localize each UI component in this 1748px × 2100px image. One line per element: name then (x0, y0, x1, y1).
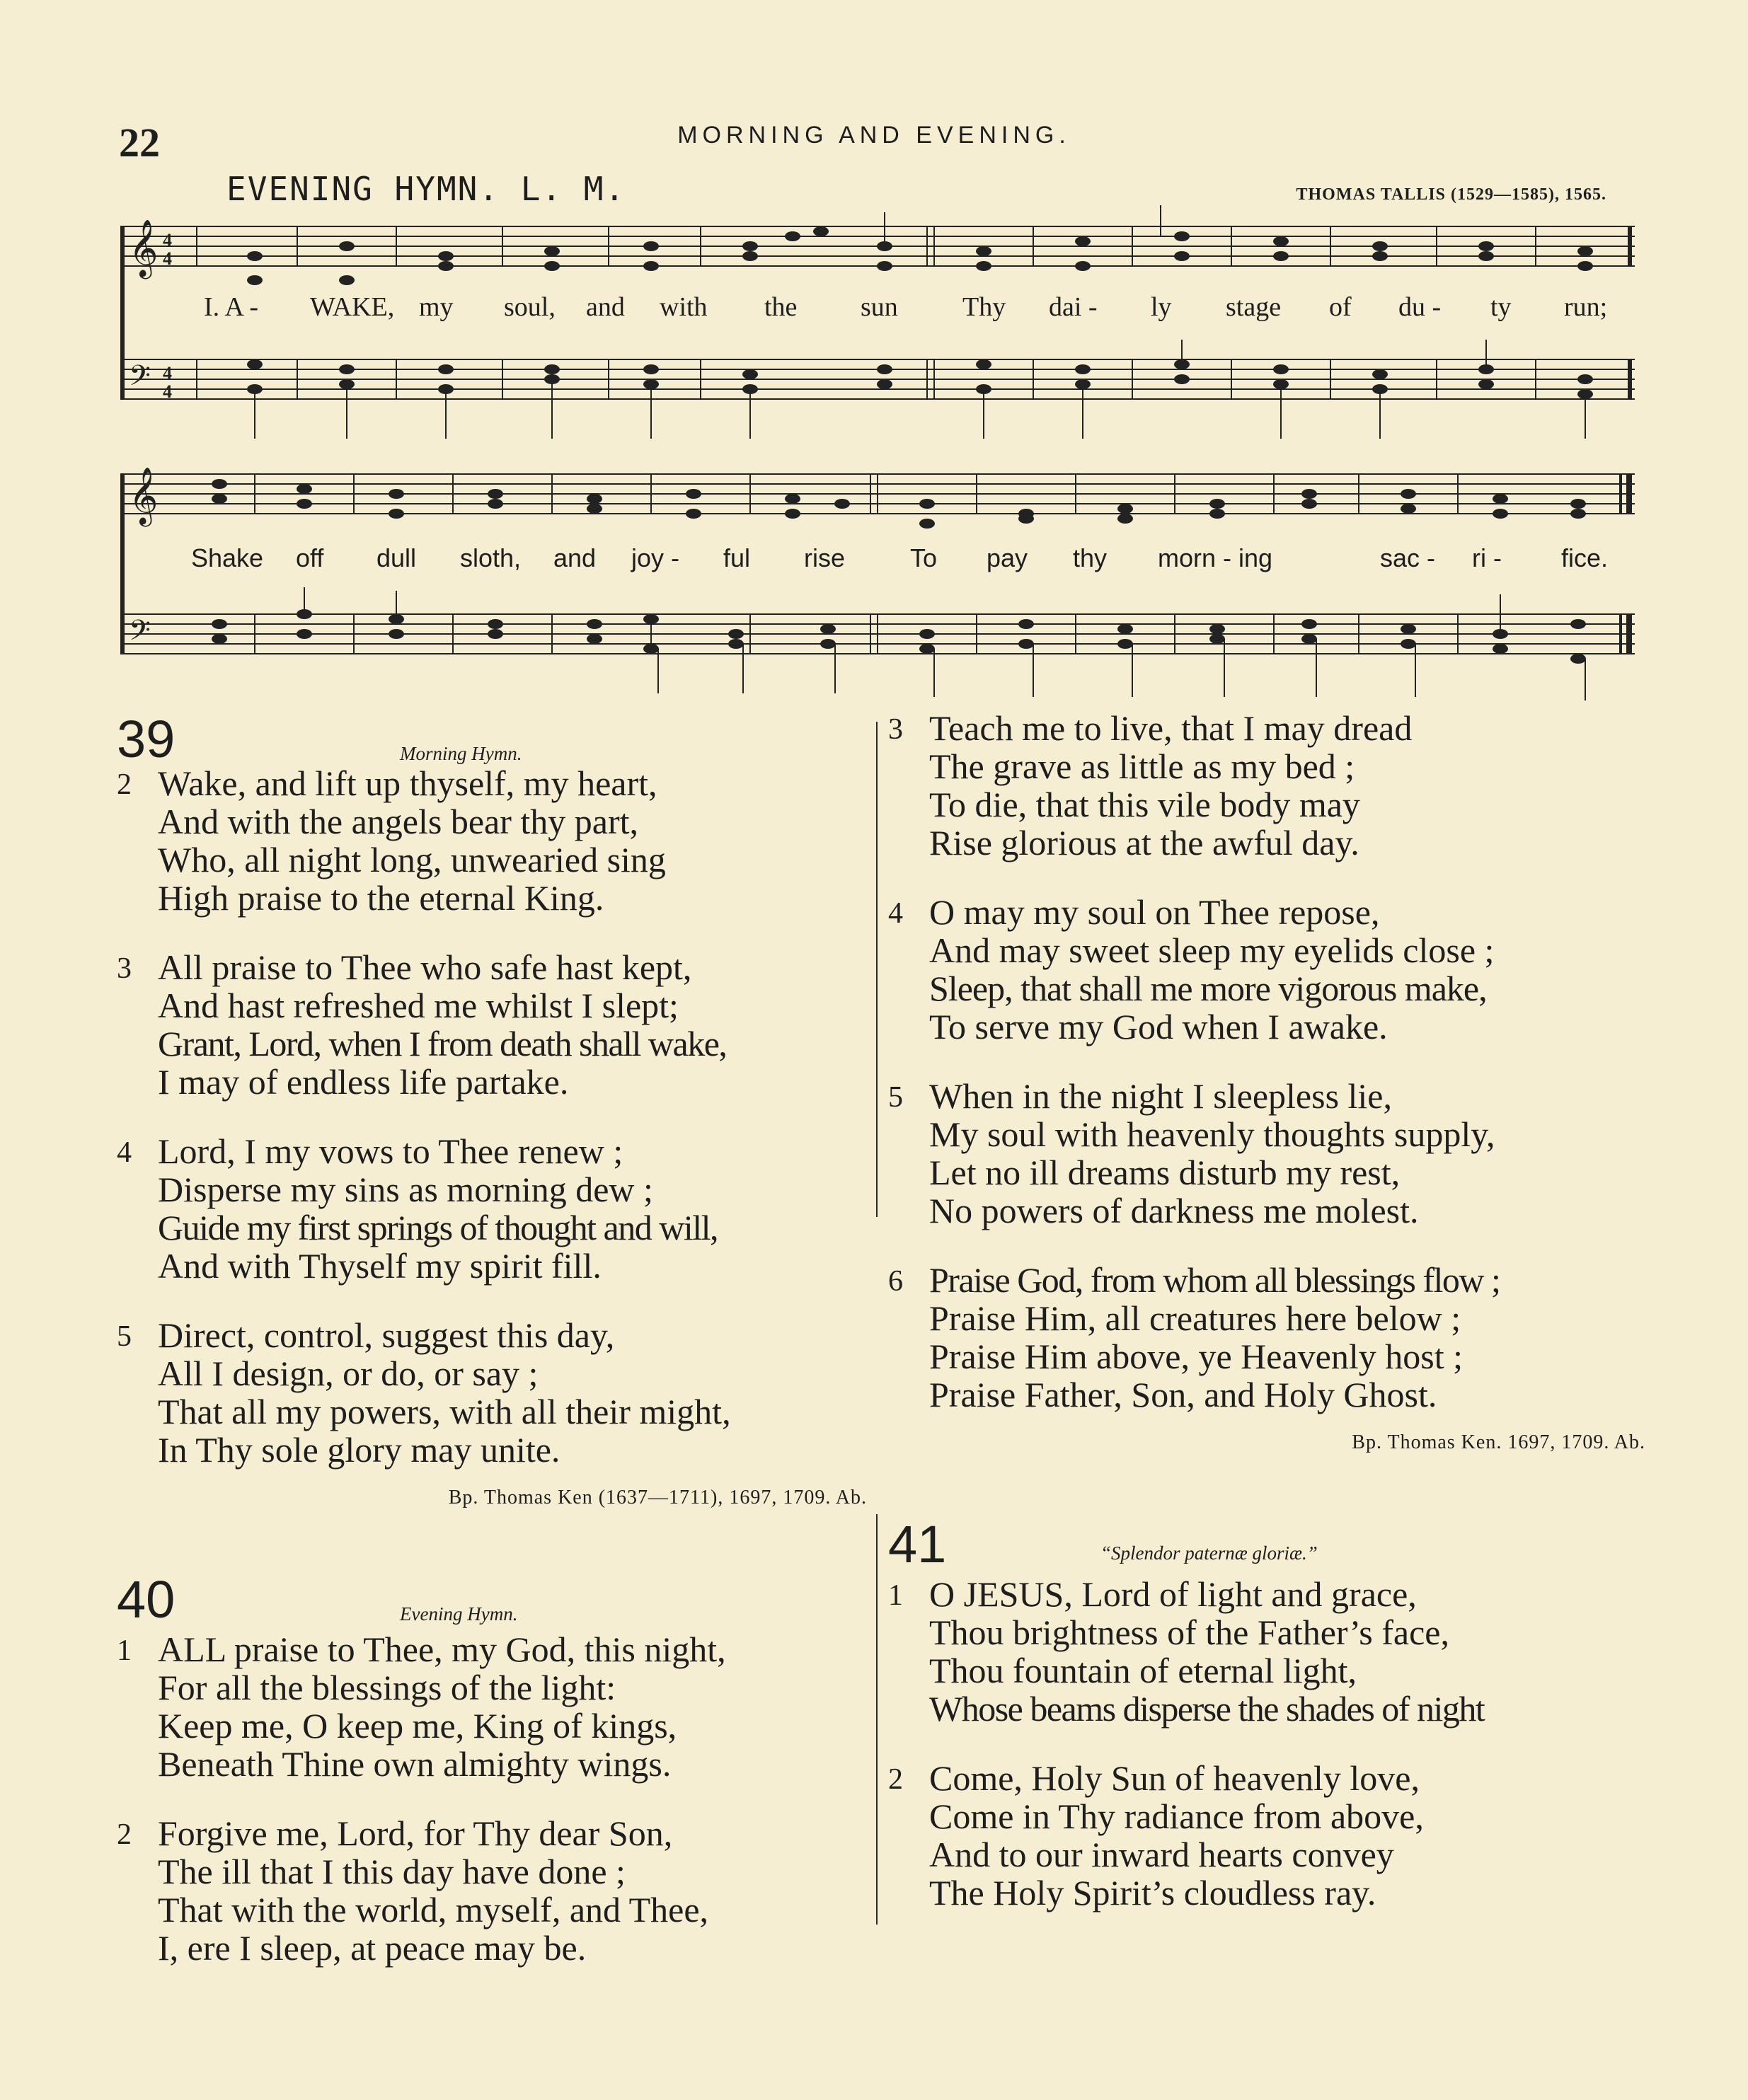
hymn-number: 41 (888, 1515, 947, 1574)
stanza (117, 1316, 867, 1469)
verse-line: Grant, Lord, when I from death shall wake, (158, 1024, 727, 1063)
verse-line: To die, that this vile body may (929, 785, 1360, 824)
verse-line: Keep me, O keep me, King of kings, (158, 1706, 677, 1746)
verse-line: My soul with heavenly thoughts supply, (929, 1114, 1495, 1154)
verse-line: Guide my first springs of thought and will, (158, 1208, 718, 1247)
verse-line: Let no ill dreams disturb my rest, (929, 1153, 1401, 1192)
verse-line: When in the night I sleepless lie, (929, 1076, 1393, 1116)
hymn-41-heading (888, 1515, 1645, 1575)
hymn-title: Morning Hymn. (400, 743, 522, 764)
verse-line: O JESUS, Lord of light and grace, (929, 1574, 1417, 1614)
verse-line: All I design, or do, or say ; (158, 1354, 539, 1393)
verse-line: Disperse my sins as morning dew ; (158, 1170, 653, 1209)
stanza-number: 4 (117, 1136, 132, 1169)
verse-line: Praise God, from whom all blessings flow ; (929, 1260, 1500, 1300)
lyric-syllable: ly (1151, 292, 1172, 322)
lyric-syllable: sloth, (460, 543, 522, 572)
verse-line: The Holy Spirit’s cloudless ray. (929, 1873, 1376, 1912)
stanza (117, 948, 867, 1101)
lyric-syllable: and (553, 543, 597, 572)
svg-text:𝄞: 𝄞 (129, 466, 159, 524)
verse-line: Thou fountain of eternal light, (929, 1651, 1357, 1690)
hymn-40-heading (117, 1570, 867, 1630)
lyric-syllable: run; (1564, 292, 1608, 322)
attribution: Bp. Thomas Ken. 1697, 1709. Ab. (1352, 1431, 1645, 1453)
lyric-syllable: stage (1226, 292, 1282, 322)
lyric-syllable: and (586, 292, 625, 322)
lyric-syllable: WAKE, (310, 292, 395, 322)
verse-line: In Thy sole glory may unite. (158, 1430, 560, 1470)
verse-line: That all my powers, with all their might, (158, 1392, 731, 1431)
svg-text:𝄞: 𝄞 (129, 219, 159, 277)
verse-line: For all the blessings of the light: (158, 1668, 616, 1707)
stanza (888, 893, 1645, 1046)
lyric-syllable: pay (987, 543, 1028, 572)
lyric-syllable: my (419, 292, 454, 322)
verse-line: No powers of darkness me molest. (929, 1191, 1419, 1230)
lyric-syllable: soul, (504, 292, 556, 322)
score-system-2 (113, 453, 1656, 708)
lyric-syllable: joy - (631, 543, 680, 572)
verse-line: And may sweet sleep my eyelids close ; (929, 930, 1495, 970)
lyric-syllable: To (910, 543, 938, 572)
verse-line: Whose beams disperse the shades of night (929, 1689, 1485, 1729)
verse-line: Praise Father, Son, and Holy Ghost. (929, 1375, 1437, 1414)
lyric-syllable: the (764, 292, 798, 322)
verse-line: I, ere I sleep, at peace may be. (158, 1928, 587, 1968)
hymn-number: 39 (117, 710, 176, 768)
verse-line: And to our inward hearts convey (929, 1835, 1394, 1874)
svg-text:4: 4 (163, 381, 172, 402)
column-divider (876, 1514, 878, 1925)
column-divider (876, 722, 878, 1217)
lyric-syllable: I. A - (204, 292, 259, 322)
stanza (888, 1575, 1645, 1728)
verse-line: Thou brightness of the Father’s face, (929, 1612, 1449, 1652)
hymn-title: Evening Hymn. (400, 1603, 518, 1625)
lyrics-system-2 (113, 543, 1656, 579)
lyric-syllable: sac - (1380, 543, 1436, 572)
lyric-syllable: sun (861, 292, 898, 322)
verse-line: High praise to the eternal King. (158, 878, 604, 918)
svg-text:4: 4 (163, 363, 172, 383)
verse-line: And with Thyself my spirit fill. (158, 1246, 602, 1286)
stanza (888, 1261, 1645, 1414)
verse-line: All praise to Thee who safe hast kept, (158, 947, 692, 987)
stanza (117, 764, 867, 917)
verse-line: That with the world, myself, and Thee, (158, 1890, 709, 1929)
music-system-1 (113, 205, 1656, 453)
lyric-syllable: morn - ing (1158, 543, 1273, 572)
verse-line: Direct, control, suggest this day, (158, 1315, 615, 1355)
stanza-number: 2 (117, 768, 132, 801)
lyric-syllable: ty (1490, 292, 1512, 322)
lyric-syllable: ful (723, 543, 751, 572)
right-column (888, 709, 1645, 1943)
stanza (888, 1077, 1645, 1230)
verse-line: Wake, and lift up thyself, my heart, (158, 763, 657, 803)
stanza-number: 3 (117, 952, 132, 985)
lyric-syllable: ri - (1472, 543, 1502, 572)
verse-line: The ill that I this day have done ; (158, 1852, 626, 1891)
stanza-number: 4 (888, 897, 903, 930)
verse-line: ALL praise to Thee, my God, this night, (158, 1629, 726, 1669)
verse-line: I may of endless life partake. (158, 1062, 569, 1102)
stanza-number: 1 (888, 1579, 903, 1612)
lyric-syllable: thy (1073, 543, 1108, 572)
attribution: Bp. Thomas Ken (1637—1711), 1697, 1709. Ab. (448, 1487, 867, 1508)
lyric-syllable: dai - (1049, 292, 1098, 322)
verse-line: And hast refreshed me whilst I slept; (158, 986, 679, 1025)
stanza-number: 2 (117, 1818, 132, 1851)
verse-line: Lord, I my vows to Thee renew ; (158, 1131, 623, 1171)
lyric-syllable: Shake (191, 543, 264, 572)
stanza-number: 1 (117, 1634, 132, 1667)
verse-line: Come, Holy Sun of heavenly love, (929, 1758, 1420, 1798)
svg-text:𝄢: 𝄢 (129, 614, 151, 654)
lyric-syllable: fice. (1561, 543, 1609, 572)
stanza-number: 3 (888, 713, 903, 746)
verse-line: Sleep, that shall me more vigorous make, (929, 969, 1487, 1008)
score-system-1 (113, 205, 1656, 453)
verse-line: Praise Him, all creatures here below ; (929, 1298, 1461, 1338)
verse-line: Rise glorious at the awful day. (929, 823, 1359, 862)
svg-text:4: 4 (163, 230, 172, 250)
lyric-syllable: off (296, 543, 324, 572)
verse-line: O may my soul on Thee repose, (929, 892, 1380, 932)
hymn-39-heading (117, 710, 867, 768)
verse-line: Who, all night long, unwearied sing (158, 840, 666, 879)
stanza (117, 1132, 867, 1285)
svg-text:𝄢: 𝄢 (129, 359, 151, 399)
stanza-number: 2 (888, 1763, 903, 1796)
music-system-2 (113, 453, 1656, 708)
page-number: 22 (119, 120, 160, 166)
svg-text:4: 4 (163, 248, 172, 269)
verse-line: To serve my God when I awake. (929, 1007, 1388, 1046)
running-head: MORNING AND EVENING. (677, 122, 1071, 149)
verse-line: Come in Thy radiance from above, (929, 1796, 1424, 1836)
composer-credit: THOMAS TALLIS (1529—1585), 1565. (1296, 185, 1606, 204)
lyric-syllable: rise (804, 543, 846, 572)
hymn-title: “Splendor paternæ gloriæ.” (1100, 1542, 1318, 1564)
verse-line: Teach me to live, that I may dread (929, 708, 1413, 748)
verse-line: The grave as little as my bed ; (929, 746, 1355, 786)
verse-line: Forgive me, Lord, for Thy dear Son, (158, 1813, 673, 1853)
stanza-number: 5 (888, 1081, 903, 1114)
lyric-syllable: dull (376, 543, 417, 572)
lyric-syllable: of (1329, 292, 1352, 322)
hymn-number: 40 (117, 1570, 176, 1629)
lyric-syllable: Thy (962, 292, 1006, 322)
left-column (117, 710, 867, 1998)
tune-name: EVENING HYMN. L. M. (226, 170, 626, 208)
stanza (117, 1630, 867, 1783)
lyric-syllable: with (660, 292, 708, 322)
lyric-syllable: du - (1398, 292, 1442, 322)
verse-line: Beneath Thine own almighty wings. (158, 1744, 672, 1784)
stanza-number: 6 (888, 1265, 903, 1298)
verse-line: Praise Him above, ye Heavenly host ; (929, 1337, 1463, 1376)
stanza (888, 1759, 1645, 1912)
stanza (117, 1814, 867, 1967)
lyrics-system-1 (113, 292, 1656, 327)
stanza (888, 709, 1645, 862)
verse-line: And with the angels bear thy part, (158, 802, 638, 841)
stanza-number: 5 (117, 1320, 132, 1353)
